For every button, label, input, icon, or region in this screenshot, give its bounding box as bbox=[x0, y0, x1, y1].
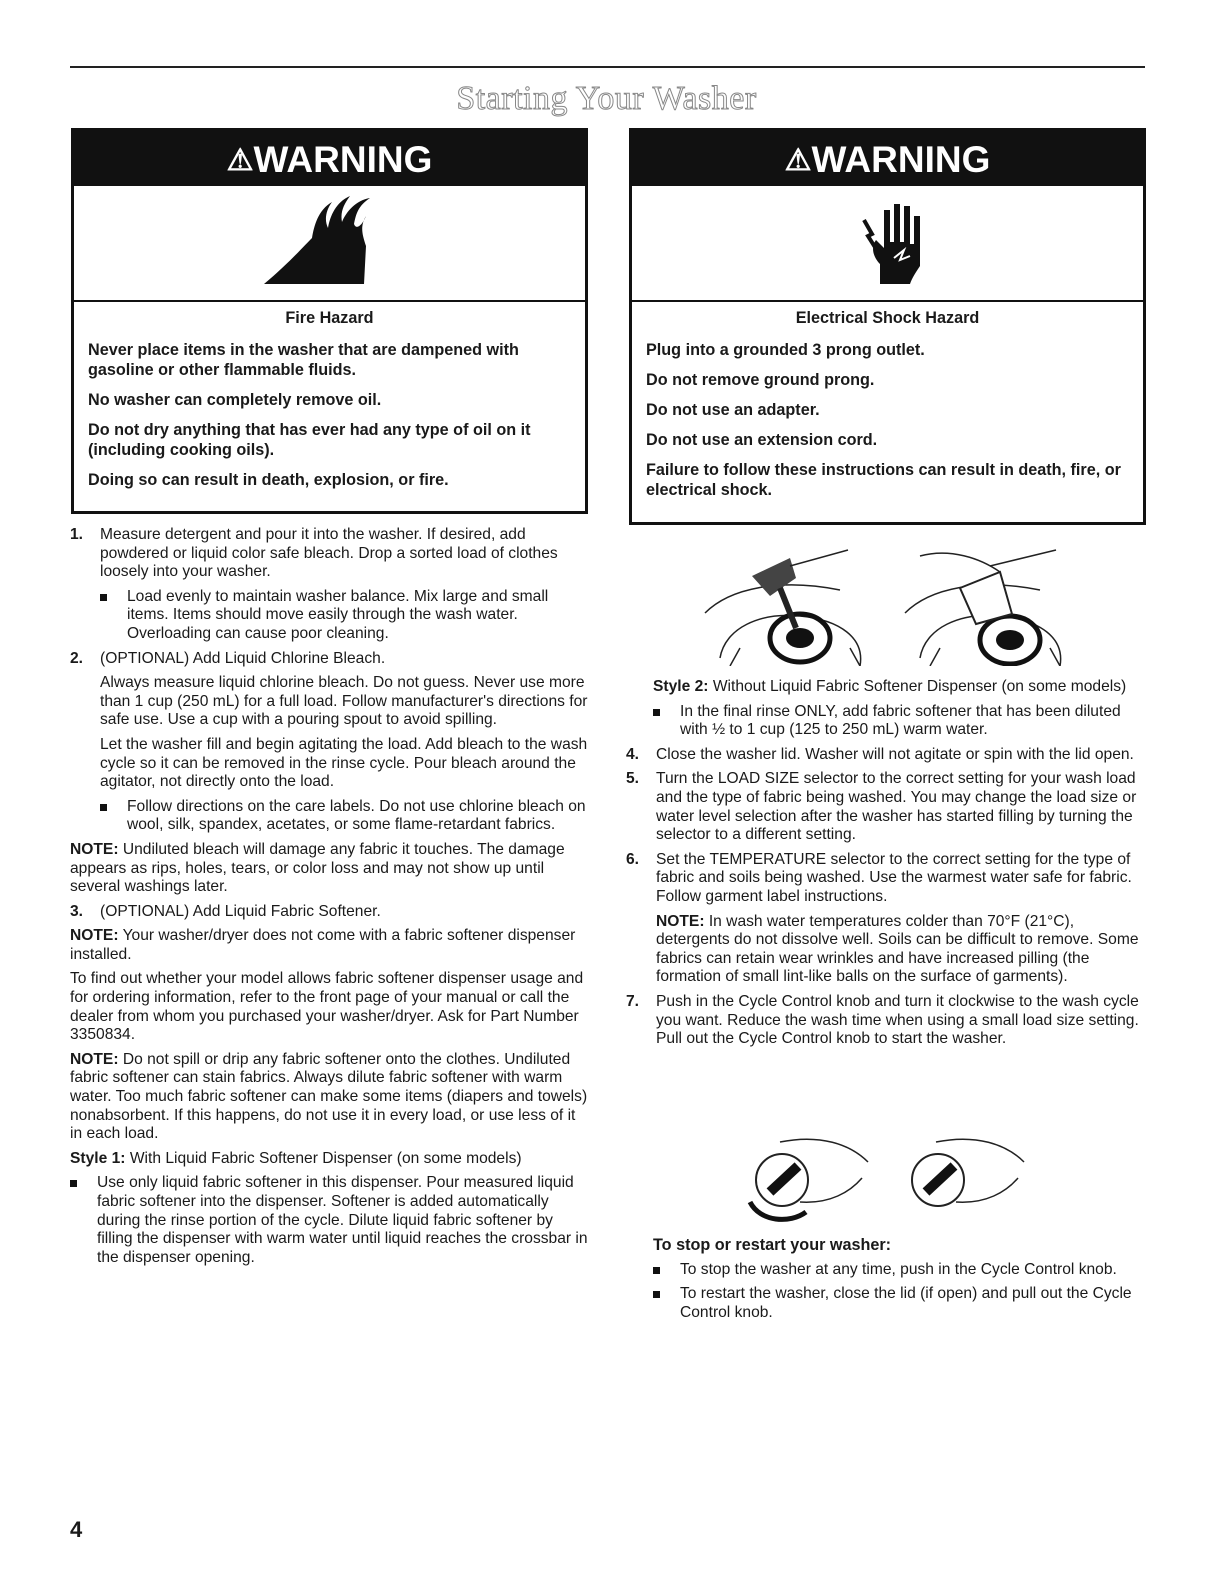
left-column bbox=[70, 526, 588, 1273]
warning-line: Doing so can result in death, explosion, or fire. bbox=[88, 471, 449, 489]
bullet-square bbox=[653, 709, 660, 716]
bullet-square bbox=[653, 1267, 660, 1274]
paragraph: To find out whether your model allows fabric softener dispenser usage and for ordering information, refer to the front page of your manual or call the dealer from whom you purchased your washer/dryer. Ask for Part Number 3350834. bbox=[70, 970, 584, 1044]
bullet-item: In the final rinse ONLY, add fabric softener that has been diluted with ½ to 1 cup (125 to 250 mL) warm water. bbox=[653, 703, 1144, 740]
note: NOTE: Undiluted bleach will damage any fabric it touches. The damage appears as rips, holes, tears, or color loss and may not show up until several washings later. bbox=[70, 840, 565, 896]
note: NOTE: Your washer/dryer does not come with a fabric softener dispenser installed. bbox=[70, 927, 576, 963]
warning-line: No washer can completely remove oil. bbox=[88, 391, 382, 409]
bullet-square bbox=[70, 1180, 77, 1187]
warning-line: Do not use an adapter. bbox=[646, 401, 820, 419]
step-5: 5. Turn the LOAD SIZE selector to the correct setting for your wash load and the type of fabric being washed. You may change the load size or water level selection after the washer has started filling by turning the selector to a different setting. bbox=[626, 770, 1137, 844]
bullet-item: Load evenly to maintain washer balance. Mix large and small items. Items should move easily through the wash water. Overloading can cause poor cleaning. bbox=[100, 588, 588, 644]
electrical-shock-icon bbox=[632, 186, 1143, 302]
step-6: 6. Set the TEMPERATURE selector to the correct setting for the type of fabric and soils being washed. Use the warmest water safe for fabric. Follow garment label instructions. NOTE: In wash water temperatures colder than 70°F (21°C), detergents do not dissolve well. Soils can be difficult to remove. Some fabrics can retain wear wrinkles and have increased pilling (the formation of small lint-like balls on the surface of garments). bbox=[626, 851, 1144, 987]
bullet-square bbox=[100, 594, 107, 601]
bullet-item: To restart the washer, close the lid (if open) and pull out the Cycle Control knob. bbox=[653, 1285, 1143, 1322]
note: NOTE: In wash water temperatures colder than 70°F (21°C), detergents do not dissolve well. Soils can be difficult to remove. Some fabrics can retain wear wrinkles and have increased pilling (the formation of small lint-like balls on the surface of garments). bbox=[656, 912, 1139, 986]
style-2: Style 2: Without Liquid Fabric Softener Dispenser (on some models) bbox=[653, 678, 1127, 695]
warning-line: Never place items in the washer that are dampened with gasoline or other flammable fluids. bbox=[88, 341, 519, 379]
step-1: 1. Measure detergent and pour it into the washer. If desired, add powdered or liquid color safe bleach. Drop a sorted load of clothes loosely into your washer. Load evenly to maintain washer balance. Mix large and small items. Items should move easily through the wash water. Overloading can cause poor cleaning. bbox=[70, 526, 588, 644]
warning-line: Do not use an extension cord. bbox=[646, 431, 878, 449]
pour-cup-illustration bbox=[900, 548, 1090, 666]
cycle-knob-illustration bbox=[740, 1132, 1040, 1228]
top-rule bbox=[70, 66, 1145, 68]
note: NOTE: Do not spill or drip any fabric softener onto the clothes. Undiluted fabric softener can stain fabrics. Always dilute fabric softener with warm water. Too much fabric softener can make some items (diapers and towels) nonabsorbent. If this happens, do not use it in every load, or use less of it in each load. bbox=[70, 1050, 588, 1143]
warning-line: Do not dry anything that has ever had any type of oil on it (including cooking oils). bbox=[88, 421, 531, 459]
warning-triangle-icon: ⚠ bbox=[226, 144, 254, 177]
right-column bbox=[626, 678, 1144, 1055]
page-title: Starting Your Washer bbox=[456, 80, 757, 117]
bullet-square bbox=[100, 804, 107, 811]
step-3: 3. (OPTIONAL) Add Liquid Fabric Softener. bbox=[70, 902, 381, 920]
warning-triangle-icon: ⚠ bbox=[784, 144, 812, 177]
shock-warning-box bbox=[629, 128, 1146, 525]
bullet-item: Use only liquid fabric softener in this dispenser. Pour measured liquid fabric softener into the dispenser. Softener is added automatically during the rinse portion of the cycle. Dilute liquid fabric softener by filling the dispenser with warm water until liquid reaches the crossbar in the dispenser opening. bbox=[70, 1174, 588, 1267]
page-number: 4 bbox=[70, 1517, 83, 1542]
step-2: 2. (OPTIONAL) Add Liquid Chlorine Bleach. Always measure liquid chlorine bleach. Do not guess. Never use more than 1 cup (250 mL) for a full load. Follow manufacturer's directions for safe use. Use a cup with a pouring spout to avoid spilling. Let the washer fill and begin agitating the load. Add bleach to the wash cycle so it can be removed in the rinse cycle. Pour bleach around the agitator, not directly onto the load. Follow directions on the care labels. Do not use chlorine bleach on wool, silk, spandex, acetates, or some flame-retardant fabrics. bbox=[70, 649, 588, 834]
fire-warning-box bbox=[71, 128, 588, 514]
bullet-item: Follow directions on the care labels. Do not use chlorine bleach on wool, silk, spandex, acetates, or some flame-retardant fabrics. bbox=[100, 798, 588, 835]
hazard-title: Electrical Shock Hazard bbox=[795, 309, 980, 327]
pour-softener-illustration bbox=[700, 548, 890, 666]
warning-header: ⚠WARNING bbox=[632, 131, 1143, 186]
stop-restart-section bbox=[653, 1236, 1143, 1328]
warning-line: Failure to follow these instructions can result in death, fire, or electrical shock. bbox=[646, 461, 1121, 499]
bullet-square bbox=[653, 1291, 660, 1298]
step-7: 7. Push in the Cycle Control knob and turn it clockwise to the wash cycle you want. Reduce the wash time when using a small load size setting. Pull out the Cycle Control knob to start the washer. bbox=[626, 992, 1139, 1048]
fire-hazard-icon bbox=[74, 186, 585, 302]
step-4: 4. Close the washer lid. Washer will not agitate or spin with the lid open. bbox=[626, 745, 1134, 763]
hazard-title: Fire Hazard bbox=[285, 309, 374, 327]
warning-header: ⚠WARNING bbox=[74, 131, 585, 186]
bullet-item: To stop the washer at any time, push in the Cycle Control knob. bbox=[653, 1261, 1143, 1280]
warning-line: Plug into a grounded 3 prong outlet. bbox=[646, 341, 925, 359]
warning-line: Do not remove ground prong. bbox=[646, 371, 875, 389]
section-heading: To stop or restart your washer: bbox=[653, 1236, 892, 1254]
style-1: Style 1: With Liquid Fabric Softener Dispenser (on some models) bbox=[70, 1149, 522, 1167]
